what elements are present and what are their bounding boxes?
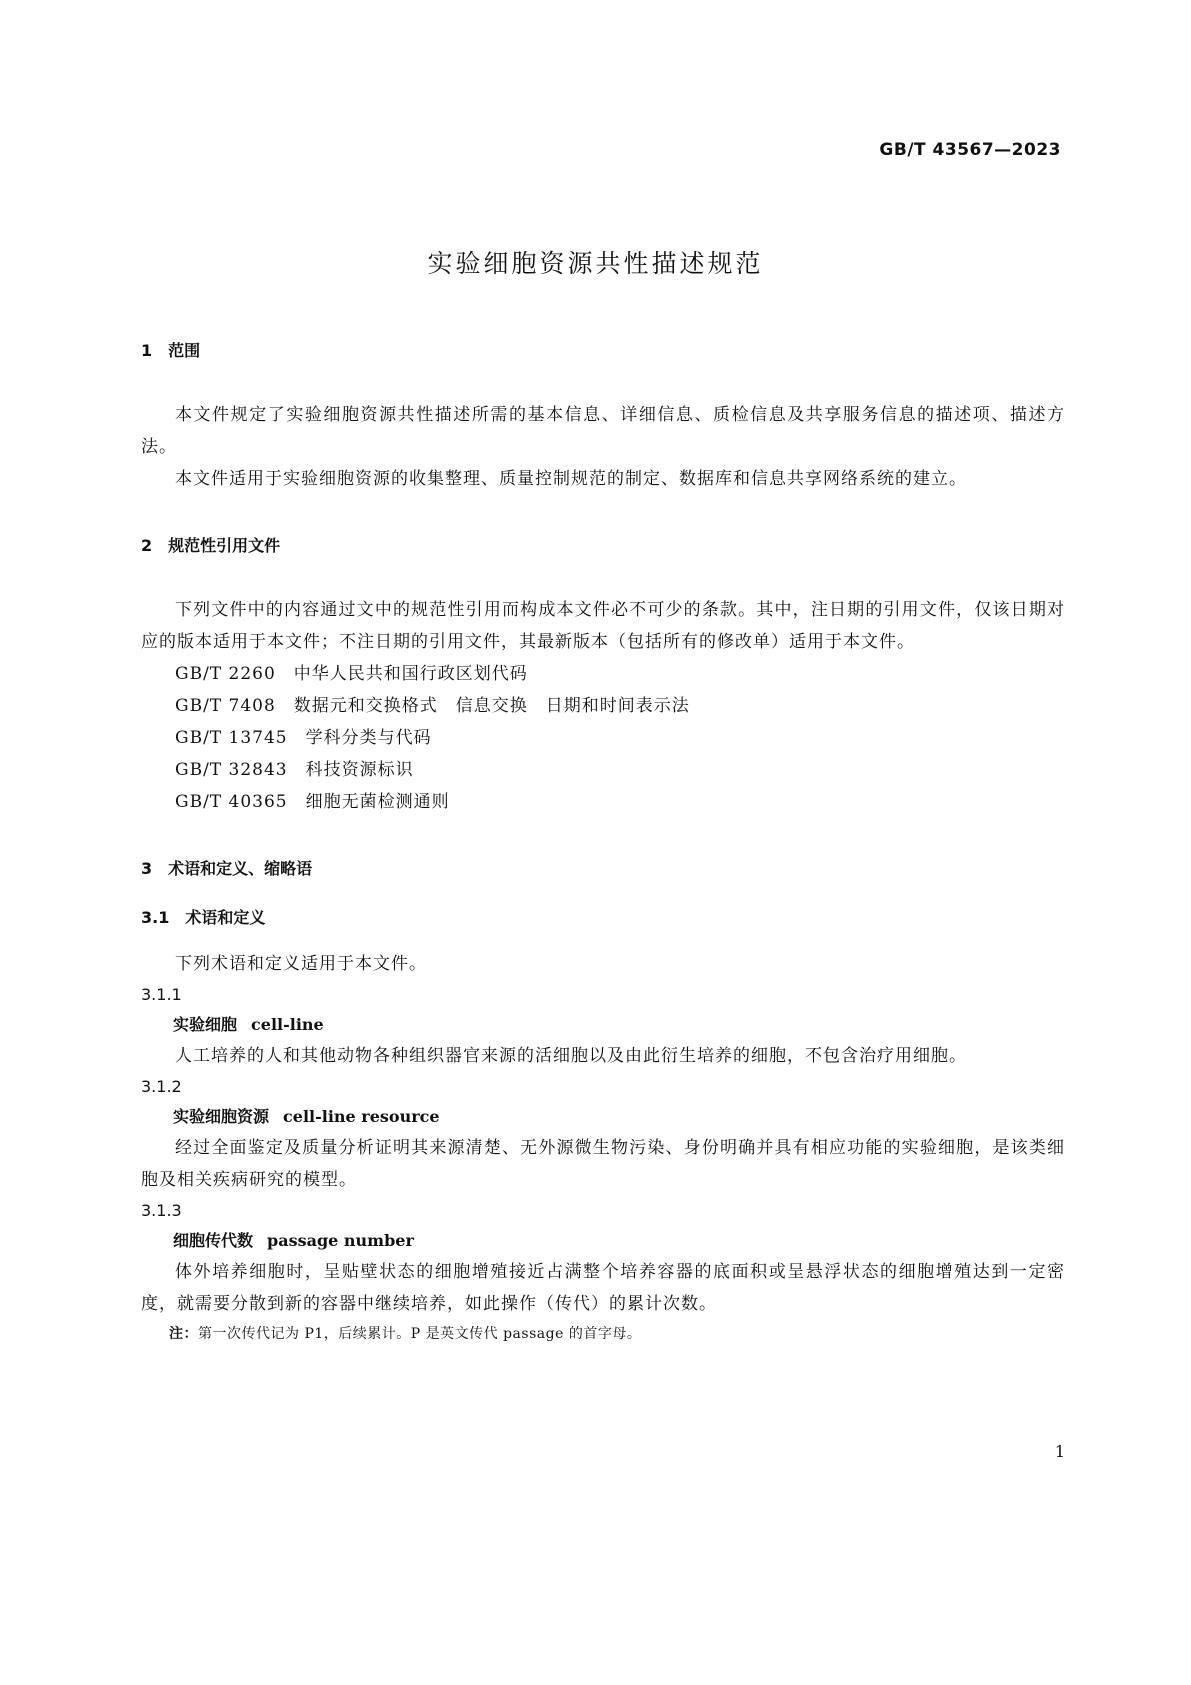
document-body [141,338,1065,1348]
page-number: 1 [1054,1442,1065,1461]
term-zh: 实验细胞 [173,1015,238,1034]
note-text: 第一次传代记为 P1，后续累计。P 是英文传代 passage 的首字母。 [198,1326,642,1342]
term-entry [141,1072,1065,1196]
term-title [141,1226,1065,1256]
term-en: passage number [267,1231,414,1250]
document-title: 实验细胞资源共性描述规范 [427,249,764,278]
note-label: 注： [169,1326,198,1342]
term-number: 3.1.2 [141,1077,182,1096]
reference-item: GB/T 40365 细胞无菌检测通则 [175,792,450,812]
term-zh: 细胞传代数 [173,1231,254,1250]
section-heading-scope: 1 范围 [141,341,201,360]
term-number: 3.1.3 [141,1201,182,1220]
term-zh: 实验细胞资源 [173,1107,270,1126]
section-heading-terms: 3 术语和定义、缩略语 [141,859,313,878]
reference-item: GB/T 32843 科技资源标识 [175,760,414,780]
section-heading-normative-references: 2 规范性引用文件 [141,536,281,555]
term-number: 3.1.1 [141,985,182,1004]
term-note [141,1320,1065,1348]
reference-item: GB/T 2260 中华人民共和国行政区划代码 [175,664,528,684]
scope-paragraph: 本文件规定了实验细胞资源共性描述所需的基本信息、详细信息、质检信息及共享服务信息的描述项、描述方法。 [141,405,1065,457]
references-intro: 下列文件中的内容通过文中的规范性引用而构成本文件必不可少的条款。其中，注日期的引用文件，仅该日期对应的版本适用于本文件；不注日期的引用文件，其最新版本（包括所有的修改单）适用于本文件。 [141,600,1065,652]
term-entry [141,980,1065,1072]
standard-number: GB/T 43567—2023 [879,140,1061,160]
reference-item: GB/T 7408 数据元和交换格式 信息交换 日期和时间表示法 [175,696,690,716]
term-en: cell-line [251,1015,324,1034]
term-definition: 经过全面鉴定及质量分析证明其来源清楚、无外源微生物污染、身份明确并具有相应功能的实验细胞，是该类细胞及相关疾病研究的模型。 [141,1138,1065,1190]
subsection-heading-terms-definitions: 3.1 术语和定义 [141,908,266,927]
term-title [141,1010,1065,1040]
term-entry [141,1196,1065,1348]
terms-intro: 下列术语和定义适用于本文件。 [175,954,427,974]
term-title [141,1102,1065,1132]
term-en: cell-line resource [283,1107,440,1126]
scope-paragraph: 本文件适用于实验细胞资源的收集整理、质量控制规范的制定、数据库和信息共享网络系统的建立。 [175,469,967,489]
term-definition: 人工培养的人和其他动物各种组织器官来源的活细胞以及由此衍生培养的细胞，不包含治疗用细胞。 [175,1046,967,1066]
reference-item: GB/T 13745 学科分类与代码 [175,728,432,748]
term-definition: 体外培养细胞时，呈贴壁状态的细胞增殖接近占满整个培养容器的底面积或呈悬浮状态的细胞增殖达到一定密度，就需要分散到新的容器中继续培养，如此操作（传代）的累计次数。 [141,1262,1065,1314]
